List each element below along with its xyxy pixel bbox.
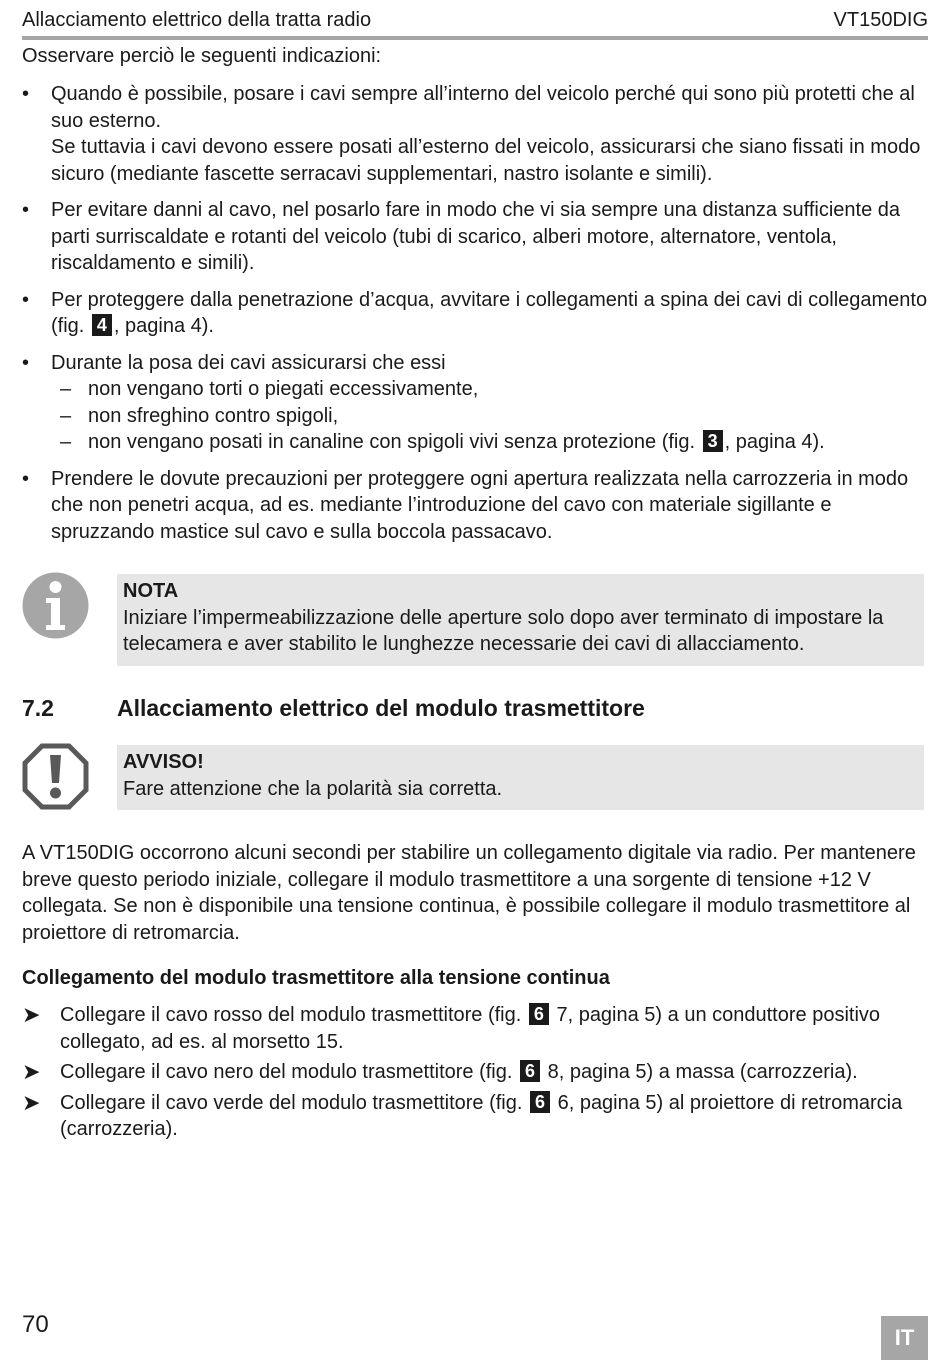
sub-item-text: , pagina 4). (724, 431, 825, 453)
step-item (22, 1002, 928, 1055)
header-chapter-title: Allacciamento elettrico della tratta radio (22, 9, 372, 31)
figure-reference: 6 (530, 1091, 550, 1113)
sub-item (51, 376, 928, 403)
page-number: 70 (22, 1311, 49, 1338)
bullet-text-part: Per proteggere dalla penetrazione d’acqua, avvitare i collegamenti a spina dei cavi di collegamento (fig. (51, 288, 928, 337)
step-list (22, 1002, 928, 1147)
bullet-text: Durante la posa dei cavi assicurarsi che essi (51, 351, 446, 374)
figure-reference: 6 (520, 1060, 540, 1082)
dash-marker: – (60, 404, 72, 427)
warning-title: AVVISO! (123, 751, 204, 773)
bullet-item (22, 466, 928, 546)
bullet-marker: • (22, 467, 30, 490)
bullet-marker: • (22, 199, 30, 221)
step-text: 8, pagina 5) a massa (carrozzeria). (547, 1061, 858, 1083)
step-item (22, 1090, 928, 1143)
step-text: Collegare il cavo rosso del modulo trasmettitore (fig. (60, 1004, 522, 1026)
info-icon (22, 572, 89, 639)
body-paragraph: A VT150DIG occorrono alcuni secondi per stabilire un collegamento digitale via radio. Per mantenere breve questo periodo iniziale, collegare il modulo trasmettitore a una sorgente di tensione +12 V collegata. Se non è disponibile una tensione continua, è possibile collegare il modulo trasmettitore al proiettore di retromarcia. (22, 842, 916, 944)
language-tab: IT (881, 1316, 928, 1360)
step-text: 6, pagina 5) al proiettore di retromarcia (carrozzeria). (60, 1091, 903, 1140)
step-text: 7, pagina 5) a un conduttore positivo collegato, ad es. al morsetto 15. (60, 1004, 881, 1053)
sub-item-text: non vengano torti o piegati eccessivamente, (88, 378, 479, 400)
warning-octagon-icon (22, 743, 89, 810)
step-text: Collegare il cavo nero del modulo trasmettitore (fig. (60, 1061, 513, 1083)
section-number: 7.2 (22, 695, 54, 721)
sub-item (51, 403, 928, 430)
bullet-list (22, 81, 928, 555)
bullet-text: Per evitare danni al cavo, nel posarlo fare in modo che vi sia sempre una distanza sufficiente da parti surriscaldate e rotanti del veicolo (tubi di scarico, alberi motore, alternatore, ventola, riscaldamento e simili). (51, 199, 901, 274)
warning-text: Fare attenzione che la polarità sia corretta. (123, 777, 503, 800)
sub-item-text: non vengano posati in canaline con spigoli vivi senza protezione (fig. (88, 431, 696, 453)
bullet-item (22, 197, 928, 277)
bullet-item (22, 287, 928, 340)
subheading: Collegamento del modulo trasmettitore alla tensione continua (22, 967, 610, 989)
dash-marker: – (60, 431, 72, 453)
step-arrow-icon: ➤ (22, 1059, 41, 1084)
header-divider (22, 36, 928, 40)
bullet-marker: • (22, 288, 30, 311)
page-header (22, 7, 928, 37)
step-arrow-icon: ➤ (22, 1089, 41, 1115)
header-product-name: VT150DIG (833, 9, 928, 31)
step-text: Collegare il cavo verde del modulo trasmettitore (fig. (60, 1091, 523, 1114)
note-title: NOTA (123, 580, 179, 602)
dash-marker: – (60, 378, 72, 400)
step-item (22, 1059, 928, 1086)
figure-reference: 3 (703, 430, 723, 452)
note-text: Iniziare l’impermeabilizzazione delle aperture solo dopo aver terminato di impostare la telecamera e aver stabilito le lunghezze necessarie dei cavi di allacciamento. (123, 606, 884, 655)
bullet-text: Quando è possibile, posare i cavi sempre all’interno del veicolo perché qui sono più protetti che al suo esterno. (51, 83, 915, 132)
bullet-text: Prendere le dovute precauzioni per proteggere ogni apertura realizzata nella carrozzeria in modo che non penetri acqua, ad es. mediante l’introduzione del cavo con materiale sigillante e spruzzando mastice sul cavo e sulla boccola passacavo. (51, 467, 909, 543)
bullet-item (22, 350, 928, 456)
intro-text: Osservare perciò le seguenti indicazioni: (22, 45, 382, 67)
bullet-text: Se tuttavia i cavi devono essere posati all’esterno del veicolo, assicurarsi che siano fissati in modo sicuro (mediante fascette serracavi supplementari, nastro isolante e simili). (51, 136, 921, 185)
bullet-text-part: , pagina 4). (113, 315, 214, 337)
bullet-text (51, 287, 928, 340)
step-arrow-icon: ➤ (22, 1002, 41, 1027)
sub-item (51, 429, 928, 456)
sub-item-text: non sfreghino contro spigoli, (88, 404, 339, 427)
bullet-marker: • (22, 83, 30, 105)
bullet-marker: • (22, 351, 30, 374)
figure-reference: 6 (529, 1003, 549, 1025)
note-box (117, 574, 924, 666)
figure-reference: 4 (92, 314, 112, 336)
warning-box (117, 745, 924, 810)
section-title: Allacciamento elettrico del modulo trasmettitore (117, 695, 645, 721)
bullet-item (22, 81, 928, 187)
